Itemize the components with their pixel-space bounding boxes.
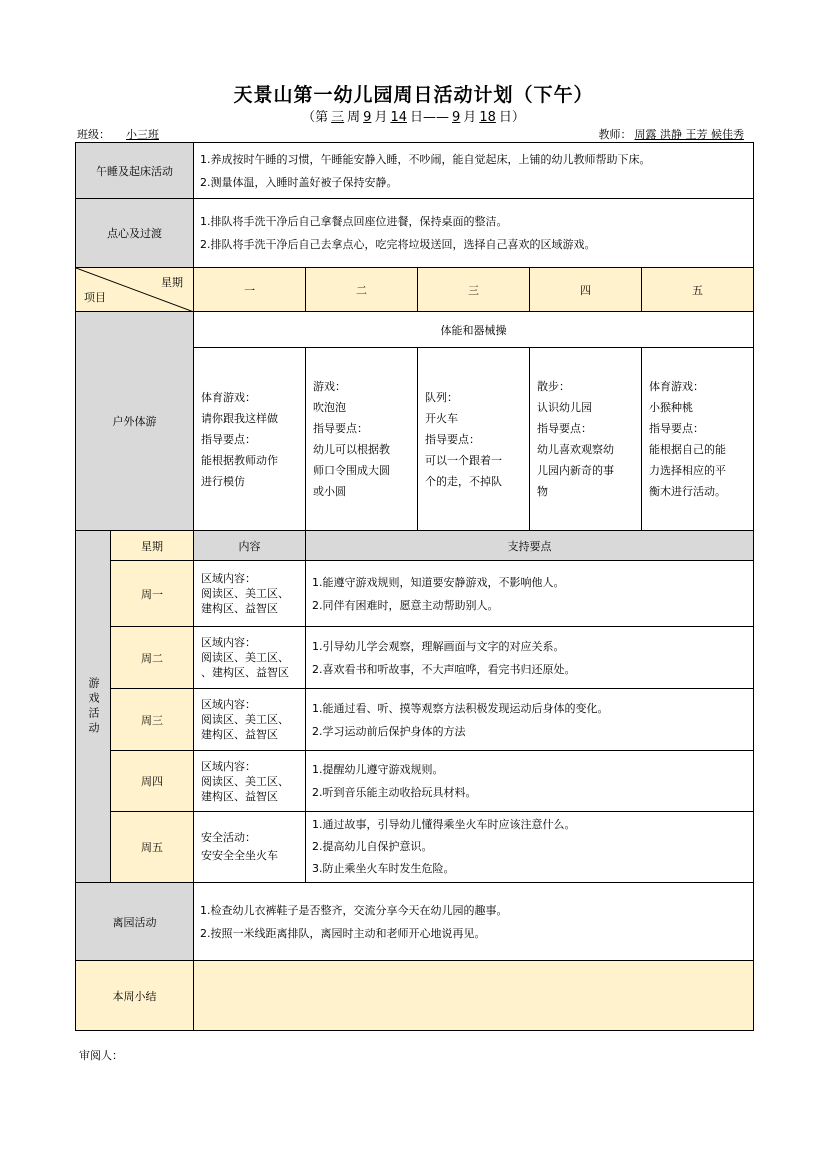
line: 进行模仿	[201, 474, 245, 488]
line: 区域内容：	[201, 636, 256, 649]
weekday-wed: 三	[418, 268, 530, 312]
line: 小猴种桃	[649, 401, 693, 414]
plan-table	[75, 142, 754, 1031]
outdoor-theme-row	[76, 312, 754, 348]
line: 游戏：	[313, 380, 346, 393]
summary-row	[76, 961, 754, 1031]
games-row-tue	[76, 627, 754, 689]
outdoor-day-thu	[530, 348, 642, 531]
line: 1.提醒幼儿遵守游戏规则。	[312, 763, 444, 776]
games-support	[306, 812, 754, 883]
games-col-support: 支持要点	[306, 531, 754, 561]
teacher-value: 周露 洪静 王芳 候佳秀	[634, 128, 744, 141]
games-row-mon	[76, 561, 754, 627]
start-day: 14	[390, 110, 407, 125]
line: 队列：	[425, 390, 458, 404]
line: 2.学习运动前后保护身体的方法	[312, 724, 466, 738]
weekday-tue: 二	[306, 268, 418, 312]
line: 个的走，不掉队	[425, 474, 502, 488]
games-content	[194, 561, 306, 627]
line: 建构区、益智区	[201, 789, 278, 803]
line: 阅读区、美工区、	[201, 713, 289, 726]
snack-item: 2.排队将手洗干净后自己去拿点心，吃完将垃圾送回，选择自己喜欢的区域游戏。	[200, 238, 596, 251]
line: 儿园内新奇的事	[537, 464, 614, 477]
line: 指导要点：	[537, 422, 592, 435]
games-content	[194, 812, 306, 883]
games-header-row	[76, 531, 754, 561]
games-day: 周四	[111, 751, 194, 812]
line: 指导要点：	[649, 422, 704, 435]
corner-bottom-label: 项目	[84, 291, 106, 304]
day-label: 日——	[410, 110, 450, 125]
line: 幼儿可以根据教	[313, 443, 390, 456]
games-content	[194, 627, 306, 689]
month-label: 月	[374, 110, 388, 125]
outdoor-day-wed	[418, 348, 530, 531]
outdoor-theme: 体能和器械操	[194, 312, 754, 348]
games-support	[306, 689, 754, 751]
line: 请你跟我这样做	[201, 411, 278, 425]
week-range	[0, 106, 827, 125]
line: 1.能遵守游戏规则，知道要安静游戏，不影响他人。	[312, 575, 565, 589]
corner-top-label: 星期	[161, 276, 183, 289]
line: 能根据自己的能	[649, 443, 726, 456]
line: 体育游戏：	[649, 380, 704, 393]
games-content	[194, 751, 306, 812]
month-label: 月	[463, 110, 477, 125]
line: 2.提高幼儿自保护意识。	[312, 840, 433, 853]
games-support	[306, 561, 754, 627]
line: 或小圆	[313, 485, 346, 498]
line: 1.通过故事，引导幼儿懂得乘坐火车时应该注意什么。	[312, 818, 576, 831]
snack-row	[76, 199, 754, 268]
line: 物	[537, 485, 548, 498]
leave-row	[76, 883, 754, 961]
line: 区域内容：	[201, 759, 256, 773]
outdoor-label: 户外体游	[76, 312, 194, 531]
nap-item: 1.养成按时午睡的习惯，午睡能安静入睡，不吵闹，能自觉起床，上铺的幼儿教师帮助下床。	[200, 152, 651, 166]
games-row-fri	[76, 812, 754, 883]
line: 认识幼儿园	[537, 401, 592, 414]
games-day: 周三	[111, 689, 194, 751]
line: 可以一个跟着一	[425, 453, 502, 467]
teacher-label: 教师：	[598, 128, 632, 141]
summary-content[interactable]	[194, 961, 754, 1031]
games-day: 周二	[111, 627, 194, 689]
snack-item: 1.排队将手洗干净后自己拿餐点回座位进餐，保持桌面的整洁。	[200, 215, 508, 228]
subtitle-suffix: 日）	[498, 110, 525, 125]
line: 阅读区、美工区、	[201, 774, 289, 788]
weekday-fri: 五	[642, 268, 754, 312]
line: 指导要点：	[425, 432, 480, 446]
subtitle-prefix: （第	[302, 110, 329, 125]
games-support	[306, 627, 754, 689]
weekday-mon: 一	[194, 268, 306, 312]
outdoor-day-fri	[642, 348, 754, 531]
line: 阅读区、美工区、	[201, 651, 289, 664]
start-month: 9	[363, 110, 372, 125]
leave-item: 2.按照一米线距离排队，离园时主动和老师开心地说再见。	[200, 926, 486, 940]
nap-content	[194, 143, 754, 199]
line: 1.引导幼儿学会观察，理解画面与文字的对应关系。	[312, 639, 565, 653]
line: 力选择相应的平	[649, 464, 726, 477]
class-info	[77, 126, 222, 142]
line: 衡木进行活动。	[649, 485, 726, 498]
week-label: 周	[347, 110, 361, 125]
leave-label: 离园活动	[76, 883, 194, 961]
games-content	[194, 689, 306, 751]
class-label: 班级：	[77, 128, 110, 141]
games-col-content: 内容	[194, 531, 306, 561]
line: 开火车	[425, 411, 458, 425]
line: 安安全全坐火车	[201, 849, 278, 862]
games-day: 周一	[111, 561, 194, 627]
line: 体育游戏：	[201, 390, 256, 404]
line: 、建构区、益智区	[201, 666, 289, 679]
line: 散步：	[537, 380, 570, 393]
line: 2.同伴有困难时，愿意主动帮助别人。	[312, 598, 499, 612]
summary-label: 本周小结	[76, 961, 194, 1031]
line: 区域内容：	[201, 698, 256, 711]
nap-label: 午睡及起床活动	[76, 143, 194, 199]
snack-content	[194, 199, 754, 268]
nap-row	[76, 143, 754, 199]
line: 建构区、益智区	[201, 728, 278, 741]
line: 师口令围成大圆	[313, 464, 390, 477]
line: 建构区、益智区	[201, 602, 278, 615]
corner-cell	[76, 268, 194, 312]
end-month: 9	[452, 110, 461, 125]
line: 阅读区、美工区、	[201, 587, 289, 600]
games-label: 游戏活动	[87, 676, 100, 737]
line: 能根据教师动作	[201, 453, 278, 467]
games-label-cell	[76, 531, 111, 883]
leave-item: 1.检查幼儿衣裤鞋子是否整齐，交流分享今天在幼儿园的趣事。	[200, 903, 508, 917]
games-support	[306, 751, 754, 812]
games-day: 周五	[111, 812, 194, 883]
line: 幼儿喜欢观察幼	[537, 443, 614, 456]
outdoor-day-mon	[194, 348, 306, 531]
nap-item: 2.测量体温，入睡时盖好被子保持安静。	[200, 175, 398, 189]
end-day: 18	[479, 110, 496, 125]
line: 2.听到音乐能主动收拾玩具材料。	[312, 786, 477, 799]
page-title: 天景山第一幼儿园周日活动计划（下午）	[233, 84, 594, 106]
weekday-thu: 四	[530, 268, 642, 312]
games-row-wed	[76, 689, 754, 751]
line: 3.防止乘坐火车时发生危险。	[312, 862, 455, 875]
line: 2.喜欢看书和听故事，不大声喧哗，看完书归还原处。	[312, 662, 576, 676]
line: 区域内容：	[201, 572, 256, 585]
reviewer-label: 审阅人：	[79, 1049, 123, 1062]
leave-content	[194, 883, 754, 961]
line: 安全活动：	[201, 831, 256, 844]
outdoor-day-tue	[306, 348, 418, 531]
line: 指导要点：	[313, 422, 368, 435]
line: 1.能通过看、听、摸等观察方法积极发现运动后身体的变化。	[312, 701, 609, 715]
games-row-thu	[76, 751, 754, 812]
week-number: 三	[331, 110, 345, 125]
line: 吹泡泡	[313, 401, 346, 414]
teacher-info	[599, 126, 745, 142]
weekday-header-row	[76, 268, 754, 312]
games-col-day: 星期	[111, 531, 194, 561]
snack-label: 点心及过渡	[76, 199, 194, 268]
class-value: 小三班	[126, 128, 159, 141]
line: 指导要点：	[201, 432, 256, 446]
